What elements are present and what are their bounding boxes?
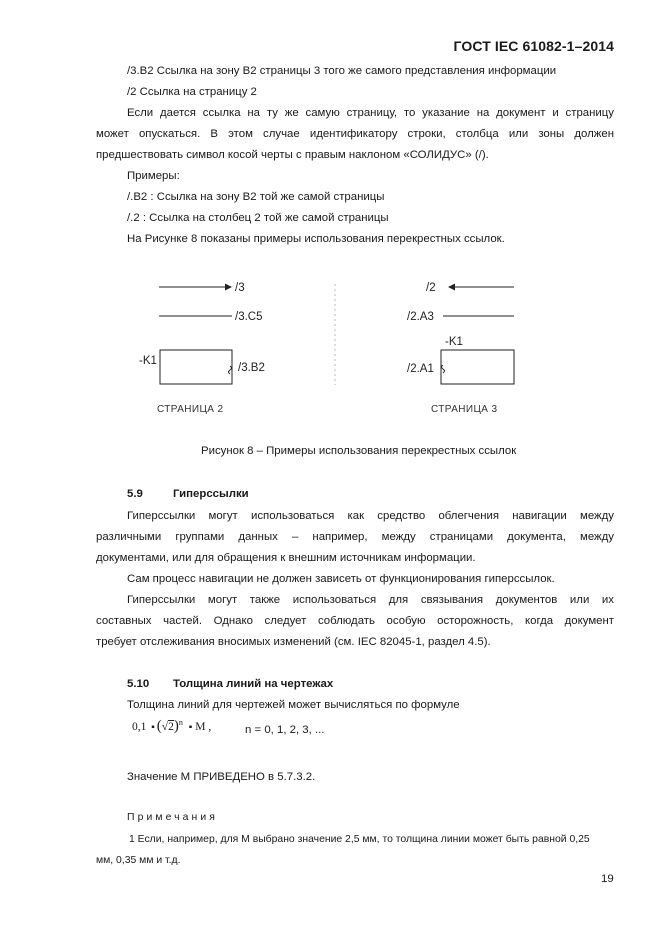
formula-sqrt-arg: 2 <box>168 721 174 733</box>
note-line: 1 Если, например, для M выбрано значение 2,5 мм, то толщина линии может быть равной 0,25 <box>129 834 590 845</box>
close-paren: ) <box>173 718 179 734</box>
arrow-head-right <box>225 284 232 291</box>
paragraph-line: различными группами данных – например, между страницами документа, между <box>96 531 614 543</box>
note-title: Примечания <box>127 812 218 823</box>
example-item-2: /.2 : Ссылка на столбец 2 той же самой страницы <box>127 212 389 224</box>
paragraph-line: Сам процесс навигации не должен зависеть от функционирования гиперссылок. <box>127 573 555 585</box>
note-line: мм, 0,35 мм и т.д. <box>96 855 181 866</box>
section-title: Гиперссылки <box>173 488 249 500</box>
section-number: 5.10 <box>127 678 150 690</box>
example-item-1: /.B2 : Ссылка на зону B2 той же самой страницы <box>127 191 385 203</box>
left-line-label: /3.C5 <box>235 311 263 323</box>
paragraph-line: может опускаться. В этом случае идентификатору строки, столбца или зоны должен <box>96 128 614 140</box>
left-box-ref: /3.B2 <box>238 362 265 374</box>
figure-reference: На Рисунке 8 показаны примеры использования перекрестных ссылок. <box>127 233 505 245</box>
multiply-dot: ▪ <box>188 722 193 733</box>
paragraph-line: составных частей. Однако следует соблюдать особую осторожность, когда документ <box>96 615 614 627</box>
break-mark-right <box>442 365 445 373</box>
section-title: Толщина линий на чертежах <box>173 678 334 690</box>
paragraph-line: Толщина линий для чертежей может вычисляться по формуле <box>127 699 460 711</box>
page-number: 19 <box>601 873 614 885</box>
open-paren: ( <box>156 718 162 734</box>
arrow-head-left <box>448 284 455 291</box>
paragraph-line: требует отслеживания вносимых изменений (см. IEC 82045-1, раздел 4.5). <box>96 636 491 648</box>
formula-base: 0,1 <box>132 721 147 733</box>
example-ref-line-1: /3.B2 Ссылка на зону B2 страницы 3 того же самого представления информации <box>127 65 557 77</box>
left-page-label: СТРАНИЦА 2 <box>157 404 224 415</box>
figure-caption: Рисунок 8 – Примеры использования перекрестных ссылок <box>201 445 517 457</box>
paragraph-line: Гиперссылки могут также использоваться для связывания документов или их <box>127 594 614 606</box>
paragraph-line: документами, или для обращения к внешним источникам информации. <box>96 552 476 564</box>
formula-exponent: n <box>178 718 183 728</box>
right-page-label: СТРАНИЦА 3 <box>431 404 498 415</box>
multiply-dot: ▪ <box>151 722 155 733</box>
right-line-label: /2.A3 <box>407 311 434 323</box>
right-box-tag: -K1 <box>445 336 463 348</box>
left-arrow-label: /3 <box>235 282 245 294</box>
section-number: 5.9 <box>127 488 143 500</box>
paragraph-line: Значение M ПРИВЕДЕНО в 5.7.3.2. <box>127 771 316 783</box>
paragraph-line: Гиперссылки могут использоваться как средство облегчения навигации между <box>127 510 614 522</box>
cross-reference-figure <box>130 270 530 420</box>
component-box-right <box>441 350 514 384</box>
document-header: ГОСТ IEC 61082-1–2014 <box>453 38 614 54</box>
paragraph-line: Если дается ссылка на ту же самую страницу, то указание на документ и страницу <box>127 107 614 119</box>
line-thickness-formula <box>132 718 211 738</box>
formula-tail: M , <box>195 721 212 733</box>
left-box-tag: -K1 <box>139 355 157 367</box>
paragraph-line: предшествовать символ косой черты с правым наклоном «СОЛИДУС» (/). <box>96 149 489 161</box>
component-box-left <box>160 350 232 384</box>
example-ref-line-2: /2 Ссылка на страницу 2 <box>127 86 257 98</box>
sqrt-symbol: √ <box>161 721 169 733</box>
right-box-ref: /2.A1 <box>407 363 434 375</box>
examples-title: Примеры: <box>127 170 180 182</box>
right-arrow-label: /2 <box>426 282 436 294</box>
break-mark-left <box>229 366 232 374</box>
formula-range: n = 0, 1, 2, 3, ... <box>245 724 325 736</box>
